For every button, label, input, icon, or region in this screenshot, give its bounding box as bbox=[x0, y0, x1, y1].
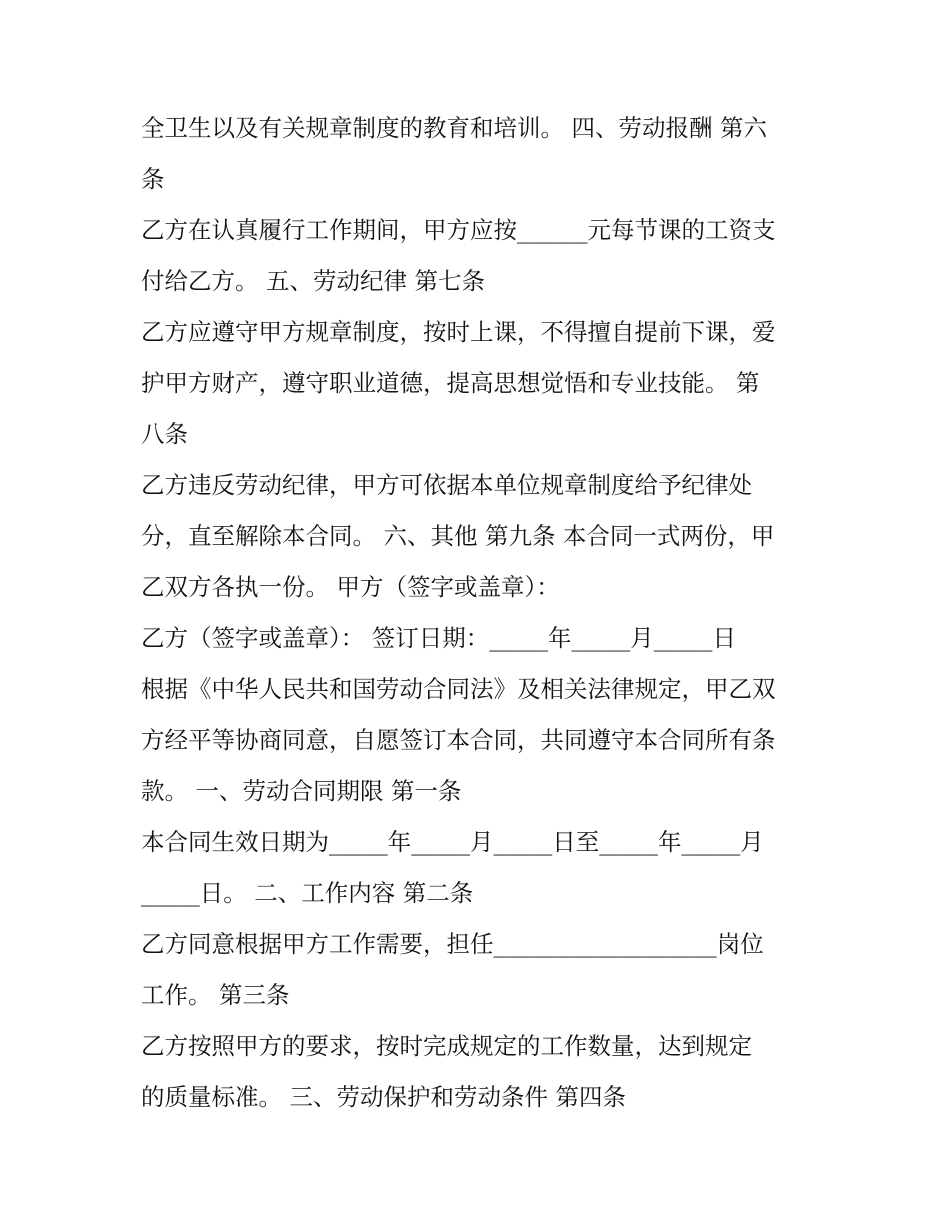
contract-text bbox=[141, 103, 841, 1123]
text-line: 护甲方财产，遵守职业道德，提高思想觉悟和专业技能。 第 bbox=[141, 369, 760, 397]
text-line: 乙方在认真履行工作期间，甲方应按______元每节课的工资支 bbox=[141, 216, 776, 244]
text-line: 工作。 第三条 bbox=[141, 981, 290, 1009]
text-line: 乙方（签字或盖章）： 签订日期：_____年_____月_____日 bbox=[141, 624, 736, 652]
text-line: 付给乙方。 五、劳动纪律 第七条 bbox=[141, 267, 485, 295]
text-line: 全卫生以及有关规章制度的教育和培训。 四、劳动报酬 第六 bbox=[141, 114, 767, 142]
text-line: 乙方应遵守甲方规章制度，按时上课，不得擅自提前下课，爱 bbox=[141, 318, 776, 346]
text-line: 根据《中华人民共和国劳动合同法》及相关法律规定，甲乙双 bbox=[141, 675, 776, 703]
text-line: 条 bbox=[141, 165, 165, 193]
text-line: 本合同生效日期为_____年_____月_____日至_____年_____月 bbox=[141, 828, 764, 856]
text-line: 分，直至解除本合同。 六、其他 第九条 本合同一式两份，甲 bbox=[141, 522, 775, 550]
text-line: 乙方按照甲方的要求，按时完成规定的工作数量，达到规定 bbox=[141, 1032, 752, 1060]
text-line: 乙方违反劳动纪律，甲方可依据本单位规章制度给予纪律处 bbox=[141, 471, 752, 499]
text-line: 乙双方各执一份。 甲方（签字或盖章）： bbox=[141, 573, 560, 601]
text-line: 乙方同意根据甲方工作需要，担任___________________岗位 bbox=[141, 930, 764, 958]
text-line: 方经平等协商同意，自愿签订本合同，共同遵守本合同所有条 bbox=[141, 726, 776, 754]
text-line: _____日。 二、工作内容 第二条 bbox=[141, 879, 474, 907]
text-line: 的质量标准。 三、劳动保护和劳动条件 第四条 bbox=[141, 1083, 626, 1111]
text-line: 八条 bbox=[141, 420, 188, 448]
text-line: 款。 一、劳动合同期限 第一条 bbox=[141, 777, 462, 805]
